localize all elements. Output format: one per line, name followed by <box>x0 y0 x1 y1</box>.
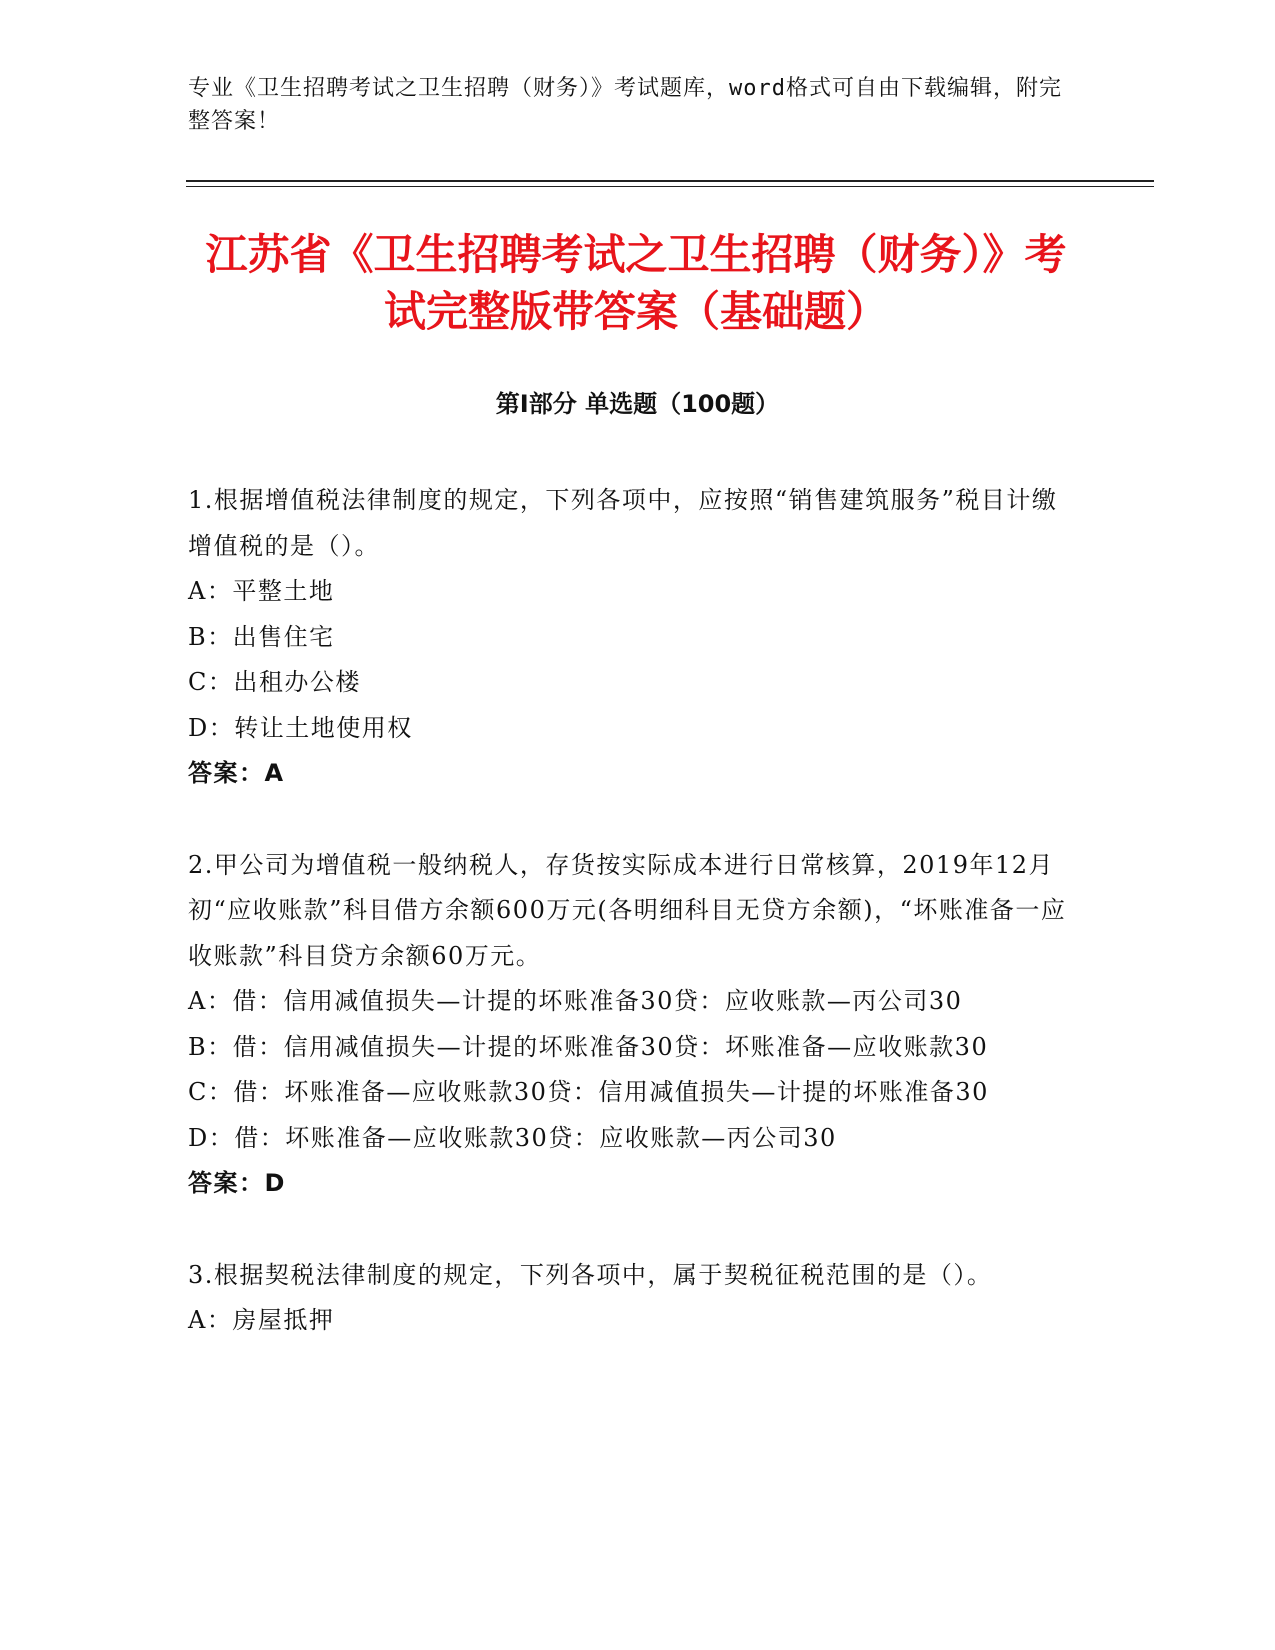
header-divider-thin <box>186 186 1154 187</box>
option-c: C：借：坏账准备—应收账款30贷：信用减值损失—计提的坏账准备30 <box>188 1078 989 1106</box>
question-stem: 1.根据增值税法律制度的规定，下列各项中，应按照“销售建筑服务”税目计缴增值税的是（）。 <box>188 486 1058 560</box>
answer: 答案：D <box>188 1169 286 1197</box>
option-b: B：出售住宅 <box>188 622 335 651</box>
option-c: C：出租办公楼 <box>188 668 361 696</box>
question-1 <box>188 478 1068 797</box>
question-2 <box>188 843 1068 1207</box>
document-title: 江苏省《卫生招聘考试之卫生招聘（财务）》考试完整版带答案（基础题） <box>205 230 1067 336</box>
option-d: D：转让土地使用权 <box>188 713 413 742</box>
option-b: B：借：信用减值损失—计提的坏账准备30贷：坏账准备—应收账款30 <box>188 1032 989 1061</box>
question-list <box>188 478 1068 1390</box>
question-stem: 2.甲公司为增值税一般纳税人，存货按实际成本进行日常核算，2019年12月初“应收账款”科目借方余额600万元(各明细科目无贷方余额)，“坏账准备一应收账款”科目贷方余额60万元。 <box>188 850 1067 970</box>
header-note: 专业《卫生招聘考试之卫生招聘（财务）》考试题库，word格式可自由下载编辑，附完整答案！ <box>188 76 1062 134</box>
answer: 答案：A <box>188 759 285 787</box>
question-stem: 3.根据契税法律制度的规定，下列各项中，属于契税征税范围的是（）。 <box>188 1260 993 1289</box>
section-title: 第Ⅰ部分 单选题（100题） <box>495 390 780 418</box>
option-d: D：借：坏账准备—应收账款30贷：应收账款—丙公司30 <box>188 1123 837 1152</box>
option-a: A：借：信用减值损失—计提的坏账准备30贷：应收账款—丙公司30 <box>188 987 963 1015</box>
question-3 <box>188 1253 1068 1344</box>
option-a: A：房屋抵押 <box>188 1306 335 1334</box>
option-a: A：平整土地 <box>188 577 335 605</box>
header-divider <box>186 180 1154 182</box>
